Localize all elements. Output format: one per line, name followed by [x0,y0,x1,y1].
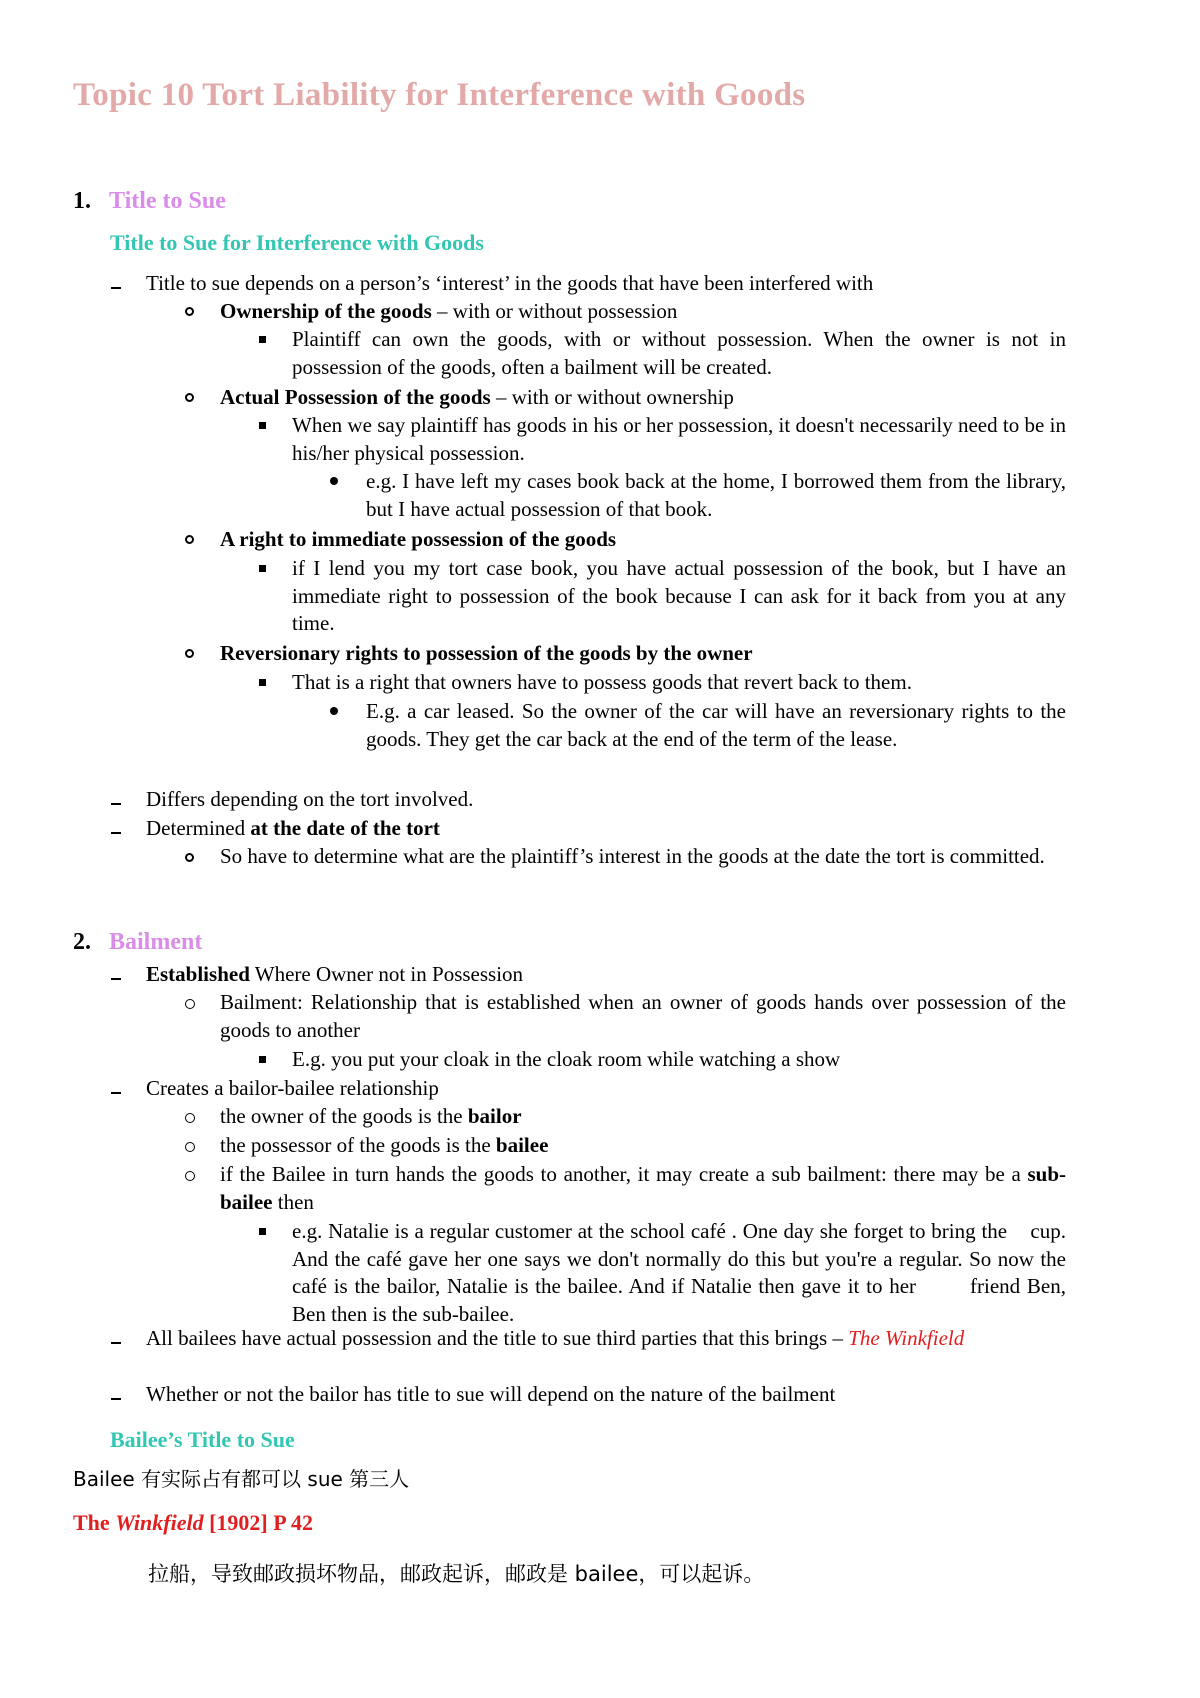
section-heading-text: Bailment [109,929,203,955]
note-line: Bailee 有实际占有都可以 sue 第三人 [73,1467,410,1491]
bullet-text: Bailment: Relationship that is established when an owner of goods hands over possession of the goods to another [220,990,1066,1042]
case-name: The Winkfield [848,1326,965,1350]
text-rest: Where Owner not in Possession [249,962,524,986]
bullet-text: E.g. a car leased. So the owner of the car will have an reversionary rights to the goods. They get the car back at the end of the term of the lease. [366,699,1066,751]
case-heading [73,1508,313,1537]
subheading-bailee-title: Bailee’s Title to Sue [110,1427,295,1452]
bullet-text [220,1132,1066,1160]
circle-bullet [185,535,194,544]
bullet-text [220,526,1066,554]
bullet-text: e.g. Natalie is a regular customer at the school café . One day she forget to bring the cup. And the café gave her one says we don't normally do this but you're a regular. So now the café is the bailor, Natalie is the bailee. And if Natalie then gave it to her friend Ben, Ben then is the sub-bailee. [292,1219,1072,1327]
bullet-text [220,1161,1066,1216]
text-rest: – with or without possession [431,299,678,323]
dash-bullet [111,1342,121,1344]
case-citation: [1902] P 42 [203,1510,313,1535]
dash-bullet [111,803,121,805]
section-number: 1. [73,188,91,214]
bullet-text [146,815,1066,843]
bullet-text [220,640,1066,668]
bold-term: Reversionary rights to possession of the goods by the owner [220,641,753,665]
bold-term: Ownership of the goods [220,299,432,323]
bullet-text [220,298,1066,326]
square-bullet [259,565,266,572]
bold-term: Established [146,962,250,986]
square-bullet [259,1228,266,1235]
square-bullet [259,679,266,686]
circle-bullet [185,649,194,658]
section-number: 2. [73,929,91,955]
circle-bullet [185,307,194,316]
dash-bullet [111,1398,121,1400]
case-the: The [73,1510,116,1535]
bullet-text: if I lend you my tort case book, you have actual possession of the book, but I have an immediate right to possession of the book because I can ask for it back from you at any time. [292,556,1066,636]
section-heading-title-to-sue [73,186,226,218]
bold-term: A right to immediate possession of the goods [220,527,617,551]
circle-bullet [185,1171,195,1181]
square-bullet [259,422,266,429]
text-rest: – with or without ownership [490,385,734,409]
subheading-interference: Title to Sue for Interference with Goods [110,230,484,255]
text-pre: All bailees have actual possession and the title to sue third parties that this brings – [146,1326,849,1350]
case-name: Winkfield [115,1510,204,1535]
text-pre: if the Bailee in turn hands the goods to another, it may create a sub bailment: there may be a [220,1162,1028,1186]
bullet-text [220,384,1066,412]
dash-bullet [111,832,121,834]
bullet-text: Title to sue depends on a person’s ‘interest’ in the goods that have been interfered with [146,271,874,295]
bold-term: bailor [467,1104,522,1128]
bullet-text: When we say plaintiff has goods in his or her possession, it doesn't necessarily need to be in his/her physical possession. [292,413,1066,465]
dash-bullet [111,978,121,980]
dash-bullet [111,287,121,289]
section-heading-text: Title to Sue [109,188,226,214]
bold-term: sub-bailee [220,1162,1066,1214]
bold-term: Actual Possession of the goods [220,385,491,409]
circle-bullet [185,1142,195,1152]
circle-bullet [185,853,194,862]
circle-bullet [185,1113,195,1123]
text-pre: Determined [146,816,251,840]
bullet-text: E.g. you put your cloak in the cloak room while watching a show [292,1047,841,1071]
bold-term: at the date of the tort [250,816,440,840]
bullet-text [146,961,1066,989]
bullet-text: Creates a bailor-bailee relationship [146,1076,439,1100]
dot-bullet [330,477,338,485]
bullet-text: e.g. I have left my cases book back at the home, I borrowed them from the library, but I have actual possession of that book. [366,469,1066,521]
text-pre: the owner of the goods is the [220,1104,468,1128]
text-post: then [272,1189,314,1214]
case-summary: 拉船，导致邮政损坏物品，邮政起诉，邮政是 bailee，可以起诉。 [148,1562,765,1586]
bold-term: bailee [495,1133,549,1157]
bullet-text: Whether or not the bailor has title to sue will depend on the nature of the bailment [146,1382,836,1406]
bullet-text: Plaintiff can own the goods, with or without possession. When the owner is not in possession of the goods, often a bailment will be created. [292,327,1066,379]
bullet-text: That is a right that owners have to possess goods that revert back to them. [292,670,912,694]
bullet-text [220,1103,1066,1131]
circle-bullet [185,393,194,402]
circle-bullet [185,999,195,1009]
dot-bullet [330,707,338,715]
text-pre: the possessor of the goods is the [220,1133,496,1157]
bullet-text [146,1325,1066,1353]
page-title: Topic 10 Tort Liability for Interference with Goods [73,77,806,113]
dash-bullet [111,1092,121,1094]
square-bullet [259,1056,266,1063]
section-heading-bailment [73,927,202,959]
bullet-text: Differs depending on the tort involved. [146,787,474,811]
bullet-text: So have to determine what are the plaintiff’s interest in the goods at the date the tort is committed. [220,844,1045,868]
square-bullet [259,336,266,343]
